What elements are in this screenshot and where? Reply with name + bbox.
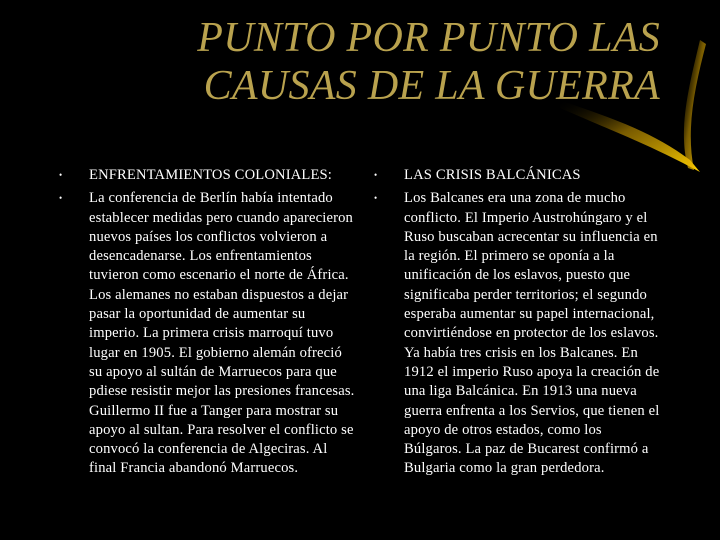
bullet-text: Los Balcanes era una zona de mucho conflicto. El Imperio Austrohúngaro y el Ruso buscaban acrecentar su influencia en la región. El primero se oponía a la unificación de los eslavos, puesto que significaba perder territorios; el segundo esperaba aumentar su papel internacional, convirtiéndose en protector de los eslavos. Ya había tres crisis en los Balcanes. En 1912 el imperio Ruso apoya la creación de una liga Balcánica. En 1913 una nueva guerra enfrenta a los Servios, que tienen el apoyo de otros estados, como los Búlgaros. La paz de Bucarest confirmó a Bulgaria como la gran perdedora. [404, 190, 660, 477]
bullet-text: La conferencia de Berlín había intentado establecer medidas pero cuando aparecieron nuevos países los conflictos volvieron a desencadenarse. Los enfrentamientos tuvieron como escenario el norte de África. Los alemanes no estaban dispuestos a dejar pasar la oportunidad de aumentar su imperio. La primera crisis marroquí tuvo lugar en 1905. El gobierno alemán ofreció su apoyo al sultán de Marruecos para que pdiese resistir mejor las presiones francesas. Guillermo II fue a Tanger para mostrar su apoyo al sultan. Para resolver el conflicto se convocó la conferencia de Algeciras. Al final Francia abandonó Marruecos. [89, 190, 355, 477]
left-column [58, 166, 358, 483]
bullet-text: LAS CRISIS BALCÁNICAS [404, 167, 581, 183]
title-line-1: PUNTO POR PUNTO LAS [197, 15, 660, 61]
list-item [58, 189, 358, 478]
bullet-dot: • [59, 170, 63, 180]
bullet-dot: • [59, 193, 63, 204]
slide-title [150, 14, 660, 110]
right-column [373, 166, 663, 483]
title-line-2: CAUSAS DE LA GUERRA [203, 63, 660, 109]
list-item [373, 166, 663, 185]
bullet-dot: • [374, 170, 378, 180]
bullet-dot: • [374, 193, 378, 204]
list-item [58, 166, 358, 185]
bullet-text: ENFRENTAMIENTOS COLONIALES: [89, 167, 333, 183]
list-item [373, 189, 663, 478]
